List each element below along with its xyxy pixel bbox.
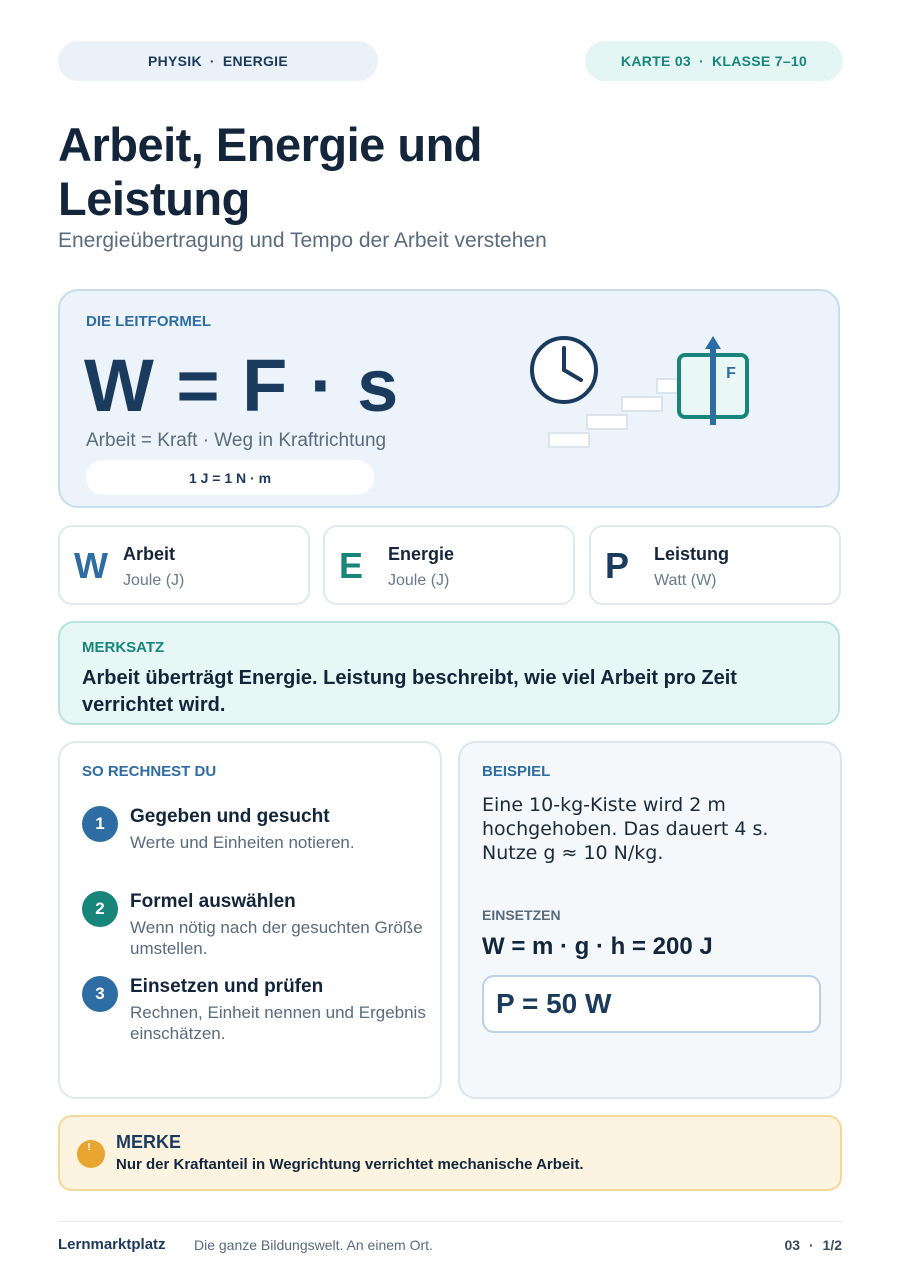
steps-card xyxy=(58,741,442,1099)
merksatz-label: MERKSATZ xyxy=(82,639,165,656)
step-title: Einsetzen und prüfen xyxy=(130,976,324,997)
merke-text: Nur der Kraftanteil in Wegrichtung verrichtet mechanische Arbeit. xyxy=(116,1156,584,1173)
steps-label: SO RECHNEST DU xyxy=(82,763,217,780)
unit-definition: 1 J = 1 N · m xyxy=(86,460,374,495)
subject-label: PHYSIK xyxy=(147,53,202,69)
step-title: Formel auswählen xyxy=(130,891,296,912)
example-card xyxy=(458,741,842,1099)
work-symbol: W xyxy=(74,545,108,586)
merksatz-text: Arbeit überträgt Energie. Leistung beschreibt, wie viel Arbeit pro Zeit verrichtet wird. xyxy=(82,667,737,716)
formula-description: Arbeit = Kraft · Weg in Kraftrichtung xyxy=(86,430,387,451)
page-number: 03 xyxy=(784,1237,801,1253)
merke-label: MERKE xyxy=(116,1132,182,1152)
topic-label: ENERGIE xyxy=(222,53,289,69)
warning-mark: ! xyxy=(87,1142,91,1153)
warning-icon xyxy=(76,1139,106,1169)
page-indicator xyxy=(785,1237,843,1253)
power-name: Leistung xyxy=(654,544,729,564)
subject-separator: · xyxy=(209,53,215,69)
page-subtitle: Energieübertragung und Tempo der Arbeit verstehen xyxy=(58,229,547,252)
work-illustration xyxy=(520,331,760,461)
energy-symbol: E xyxy=(339,545,364,586)
step-number-badge: 3 xyxy=(82,976,118,1012)
quantity-card-power xyxy=(589,525,841,605)
step-title: Gegeben und gesucht xyxy=(130,806,330,827)
grade-label: KLASSE 7–10 xyxy=(711,53,808,69)
card-separator: · xyxy=(699,53,704,69)
footer-brand: Lernmarktplatz xyxy=(58,1236,166,1253)
clock-icon xyxy=(532,338,596,402)
footer-divider xyxy=(58,1221,842,1222)
crate-icon xyxy=(679,336,747,425)
step-number-badge: 2 xyxy=(82,891,118,927)
card-number-label: KARTE 03 xyxy=(620,53,691,69)
quantity-card-work xyxy=(58,525,310,605)
step-description: Wenn nötig nach der gesuchten Größe umstellen. xyxy=(130,918,423,958)
work-name: Arbeit xyxy=(123,544,176,564)
power-symbol: P xyxy=(605,545,630,586)
main-formula: W = F · s xyxy=(84,344,400,427)
example-text: Eine 10-kg-Kiste wird 2 m hochgehoben. Das dauert 4 s. Nutze g ≈ 10 N/kg. xyxy=(482,794,769,864)
example-calculation: W = m · g · h = 200 J xyxy=(482,933,713,960)
formula-card xyxy=(58,289,840,508)
quantity-card-energy xyxy=(323,525,575,605)
formula-card-label: DIE LEITFORMEL xyxy=(86,313,211,330)
merke-box xyxy=(58,1115,842,1191)
merksatz-box xyxy=(58,621,840,725)
subject-pill xyxy=(58,41,378,81)
step-description: Rechnen, Einheit nennen und Ergebnis einschätzen. xyxy=(130,1003,426,1043)
energy-name: Energie xyxy=(388,544,455,564)
page-title: Arbeit, Energie und Leistung xyxy=(58,118,482,225)
page-separator: · xyxy=(808,1237,814,1253)
page-count: 1/2 xyxy=(822,1237,842,1253)
step-number-badge: 1 xyxy=(82,806,118,842)
card-pill xyxy=(585,41,843,81)
force-label: F xyxy=(726,365,736,382)
footer-tagline: Die ganze Bildungswelt. An einem Ort. xyxy=(194,1237,433,1253)
example-result: P = 50 W xyxy=(482,975,821,1033)
example-label: BEISPIEL xyxy=(482,763,551,780)
step-description: Werte und Einheiten notieren. xyxy=(130,833,355,852)
power-unit: Watt (W) xyxy=(654,572,717,589)
work-unit: Joule (J) xyxy=(123,572,185,589)
energy-unit: Joule (J) xyxy=(388,572,450,589)
insert-label: EINSETZEN xyxy=(482,907,561,923)
